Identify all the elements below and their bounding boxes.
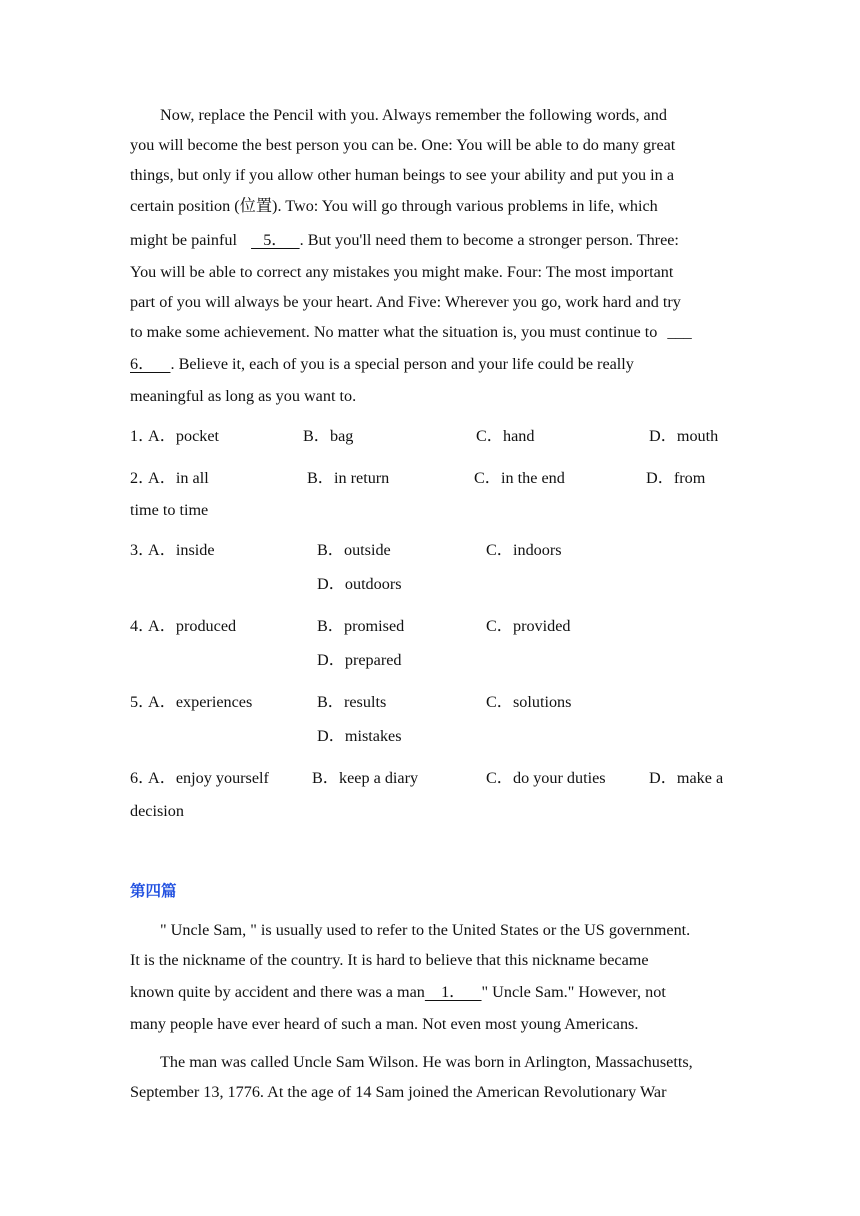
option-a: A．pocket bbox=[148, 427, 220, 445]
blank-5: 5． bbox=[251, 231, 300, 249]
passage-line: you will become the best person you can be. One: You will be able to do many great bbox=[130, 136, 676, 154]
option-b: B．promised bbox=[317, 617, 405, 635]
passage-line bbox=[130, 354, 634, 374]
option-d: D．make a bbox=[649, 769, 724, 787]
option-c: C．hand bbox=[476, 427, 535, 445]
question-number: 3． bbox=[130, 541, 155, 559]
passage-line: Now, replace the Pencil with you. Always remember the following words, and bbox=[160, 106, 667, 124]
passage-line: September 13, 1776. At the age of 14 Sam joined the American Revolutionary War bbox=[130, 1083, 667, 1101]
option-a: A．enjoy yourself bbox=[148, 769, 269, 787]
passage-line: part of you will always be your heart. And Five: Wherever you go, work hard and try bbox=[130, 293, 681, 311]
option-a: A．in all bbox=[148, 469, 209, 487]
option-b: B．in return bbox=[307, 469, 390, 487]
passage-line: many people have ever heard of such a man. Not even most young Americans. bbox=[130, 1015, 639, 1033]
option-a: A．inside bbox=[148, 541, 215, 559]
option-b: B．keep a diary bbox=[312, 769, 419, 787]
passage-text: " Uncle Sam." However, not bbox=[481, 983, 666, 1001]
question-number: 5． bbox=[130, 693, 155, 711]
passage-line: meaningful as long as you want to. bbox=[130, 387, 357, 405]
option-b: B．results bbox=[317, 693, 387, 711]
option-c: C．indoors bbox=[486, 541, 562, 559]
option-d: D．outdoors bbox=[317, 575, 402, 593]
option-a: A．produced bbox=[148, 617, 237, 635]
option-c: C．solutions bbox=[486, 693, 572, 711]
passage-line: things, but only if you allow other human beings to see your ability and put you in a bbox=[130, 166, 675, 184]
passage-text: might be painful bbox=[130, 231, 242, 249]
section-heading: 第四篇 bbox=[130, 882, 177, 900]
question-number: 2． bbox=[130, 469, 155, 487]
option-d: D．mistakes bbox=[317, 727, 402, 745]
passage-text: . But you'll need them to become a stronger person. Three: bbox=[299, 231, 679, 249]
question-number: 6． bbox=[130, 769, 155, 787]
blank-1: 1． bbox=[424, 983, 482, 1001]
question-number: 1． bbox=[130, 427, 155, 445]
option-c: C．provided bbox=[486, 617, 571, 635]
passage-line: The man was called Uncle Sam Wilson. He was born in Arlington, Massachusetts, bbox=[160, 1053, 693, 1071]
passage-line bbox=[130, 230, 679, 250]
passage-text: to make some achievement. No matter what the situation is, you must continue to bbox=[130, 323, 662, 341]
option-b: B．bag bbox=[303, 427, 354, 445]
option-d: D．mouth bbox=[649, 427, 719, 445]
option-a: A．experiences bbox=[148, 693, 253, 711]
option-b: B．outside bbox=[317, 541, 391, 559]
option-d-continued: time to time bbox=[130, 501, 209, 519]
passage-line bbox=[130, 322, 692, 342]
passage-line: You will be able to correct any mistakes you might make. Four: The most important bbox=[130, 263, 674, 281]
blank-6: 6． bbox=[130, 355, 171, 373]
option-c: C．in the end bbox=[474, 469, 565, 487]
option-c: C．do your duties bbox=[486, 769, 606, 787]
option-d-continued: decision bbox=[130, 802, 184, 820]
passage-text: . Believe it, each of you is a special person and your life could be really bbox=[170, 355, 634, 373]
question-number: 4． bbox=[130, 617, 155, 635]
option-d: D．from bbox=[646, 469, 706, 487]
option-d: D．prepared bbox=[317, 651, 402, 669]
passage-line: certain position (位置). Two: You will go through various problems in life, which bbox=[130, 197, 658, 215]
passage-line bbox=[130, 982, 666, 1002]
passage-line: " Uncle Sam, " is usually used to refer to the United States or the US government. bbox=[160, 921, 691, 939]
blank-6-start: ___ bbox=[667, 323, 692, 341]
passage-line: It is the nickname of the country. It is hard to believe that this nickname became bbox=[130, 951, 649, 969]
passage-text: known quite by accident and there was a man bbox=[130, 983, 425, 1001]
